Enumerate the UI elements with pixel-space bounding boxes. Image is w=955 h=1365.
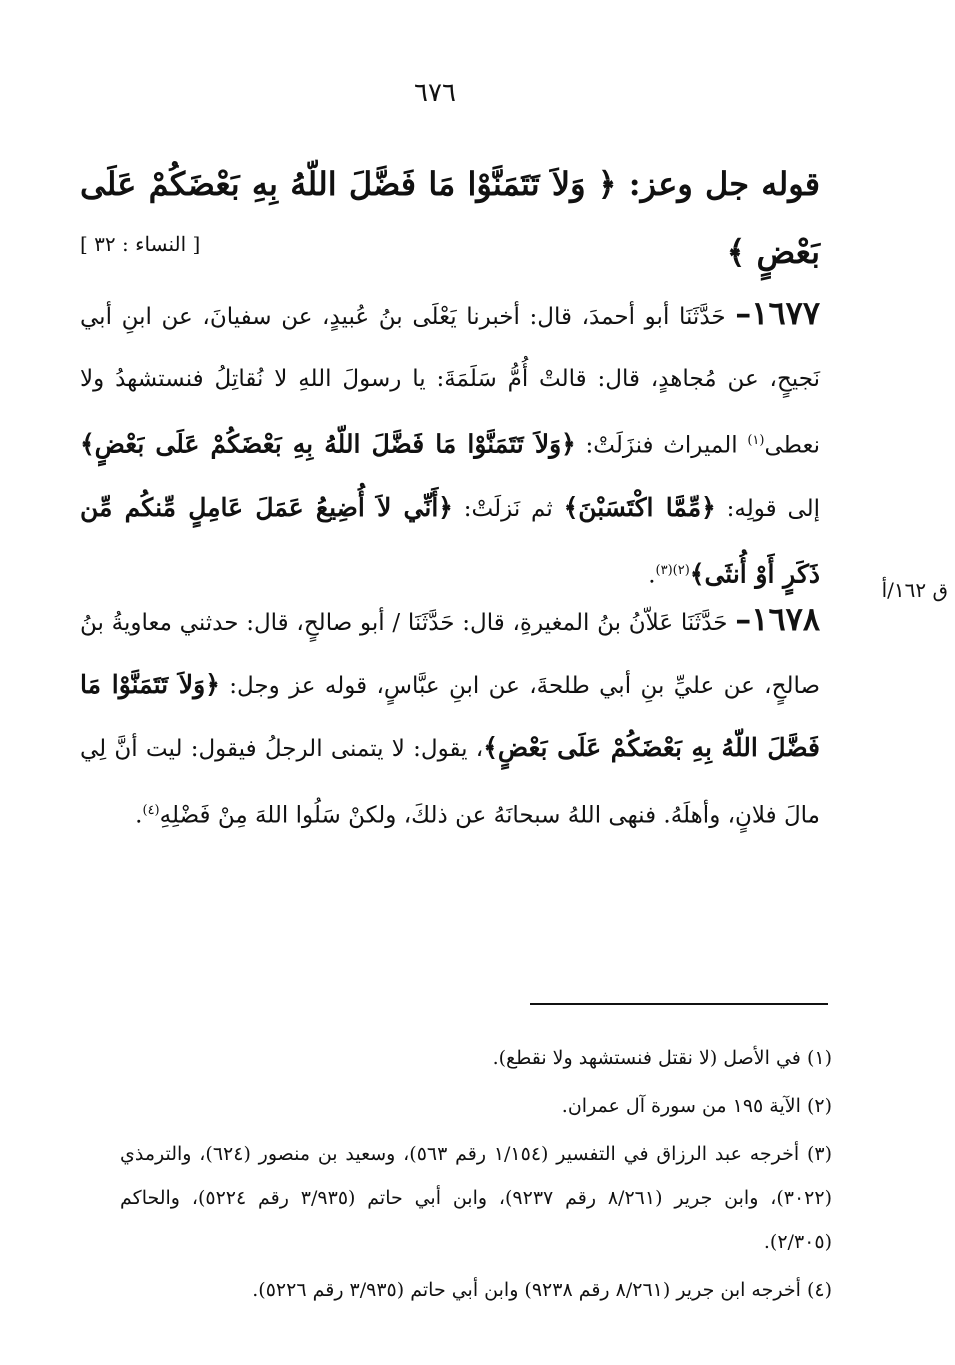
- hadith-text: حَدَّثَنَا أبو أحمدَ، قال: أخبرنا يَعْلَى بنُ عُبيدٍ، عن سفيانَ، عن ابنِ أبي نَجيحٍ، عن مُجاهدٍ، قال: قالتْ أُمُّ سَلَمَةَ: يا رسولَ اللهِ لا نُقاتِلُ فنستشهدُ ولا نعطى: [80, 304, 820, 459]
- quran-verse: ﴿مِّمَّا اكْتَسَبْنَ﴾: [563, 492, 716, 522]
- hadith-1677: [80, 282, 820, 606]
- footnote-ref: (١): [747, 433, 765, 448]
- hadith-text: إلى قولِه:: [726, 495, 821, 522]
- hadith-dash: –: [735, 600, 752, 638]
- footnote-text: الآية ١٩٥ من سورة آل عمران.: [561, 1095, 801, 1117]
- footnote-marker: (٤): [806, 1279, 832, 1301]
- hadith-dash: –: [735, 294, 752, 332]
- footnotes: [120, 1036, 832, 1316]
- heading-verse: ﴿ وَلاَ تَتَمَنَّوْا مَا فَضَّلَ اللّهُ بِهِ بَعْضَكُمْ عَلَى بَعْضٍ ﴾: [80, 165, 820, 271]
- footnote-text: أخرجه عبد الرزاق في التفسير (١/١٥٤ رقم ٥٦٣)، وسعيد بن منصور (٦٢٤)، والترمذي (٣٠٢٢)، وابن جرير (٨/٢٦١ رقم ٩٢٣٧)، وابن أبي حاتم (٣/٩٣٥ رقم ٥٢٢٤)، والحاكم (٢/٣٠٥).: [120, 1143, 833, 1253]
- hadith-number: ١٦٧٨: [751, 600, 820, 638]
- footnote-item: [120, 1036, 832, 1080]
- page-number: ٦٧٦: [414, 78, 456, 108]
- hadith-text: ثم نَزلَتْ:: [463, 495, 553, 522]
- hadith-text: الميراث فنزَلَتْ:: [585, 432, 738, 459]
- quran-verse: ﴿أَنِّي لاَ أُضِيعُ عَمَلَ عَامِلٍ مِّنكُم مِّن ذَكَرٍ أَوْ أُنثَى﴾: [80, 492, 820, 589]
- footnote-marker: (١): [806, 1047, 832, 1069]
- footnote-marker: (٢): [806, 1095, 832, 1117]
- hadith-text: حَدَّثَنَا عَلاّنُ بنُ المغيرةِ، قال: حَدَّثَنَا / أبو صالحٍ، قال: حدثني معاويةُ بنُ صالحٍ، عن عليِّ بنِ أبي طلحةَ، عن ابنِ عبَّاسٍ، قوله عز وجل:: [80, 610, 820, 699]
- footnote-marker: (٣): [806, 1143, 833, 1165]
- footnote-ref: (٤): [142, 803, 160, 818]
- footnote-text: أخرجه ابن جرير (٨/٢٦١ رقم ٩٢٣٨) وابن أبي حاتم (٣/٩٣٥ رقم ٥٢٢٦).: [252, 1279, 801, 1301]
- quran-verse: ﴿وَلاَ تَتَمَنَّوْا مَا فَضَّلَ اللّهُ بِهِ بَعْضَكُمْ عَلَى بَعْضٍ﴾: [80, 429, 576, 459]
- heading-intro: قوله جل وعز:: [628, 165, 821, 203]
- surah-reference: [ النساء : ٣٢ ]: [80, 232, 201, 256]
- hadith-number: ١٦٧٧: [751, 294, 820, 332]
- footnote-item: [120, 1132, 832, 1264]
- hadith-text: ، يقول: لا يتمنى الرجلُ فيقول: ليت أنَّ لِي مالَ فلانٍ، وأهلَهُ. فنهى اللهُ سبحانَهُ عن ذلكَ، ولكنْ سَلُوا اللهَ مِنْ فَضْلِهِ: [80, 736, 820, 829]
- quran-verse: ﴿وَلاَ تَتَمَنَّوْا مَا فَضَّلَ اللّهُ بِهِ بَعْضَكُمْ عَلَى بَعْضٍ﴾: [80, 670, 820, 762]
- manuscript-folio-note: ق ١٦٢/أ: [881, 578, 948, 602]
- footnote-item: [120, 1268, 832, 1312]
- section-heading: [80, 150, 820, 286]
- footnote-text: في الأصل (لا نقتل فنستشهد ولا نقطع).: [492, 1047, 801, 1069]
- footnote-item: [120, 1084, 832, 1128]
- hadith-end: .: [648, 562, 656, 589]
- footnote-ref: (٢)(٣): [655, 562, 690, 578]
- hadith-end: .: [135, 802, 143, 829]
- footnote-divider: [530, 1003, 828, 1005]
- hadith-1678: [80, 588, 820, 847]
